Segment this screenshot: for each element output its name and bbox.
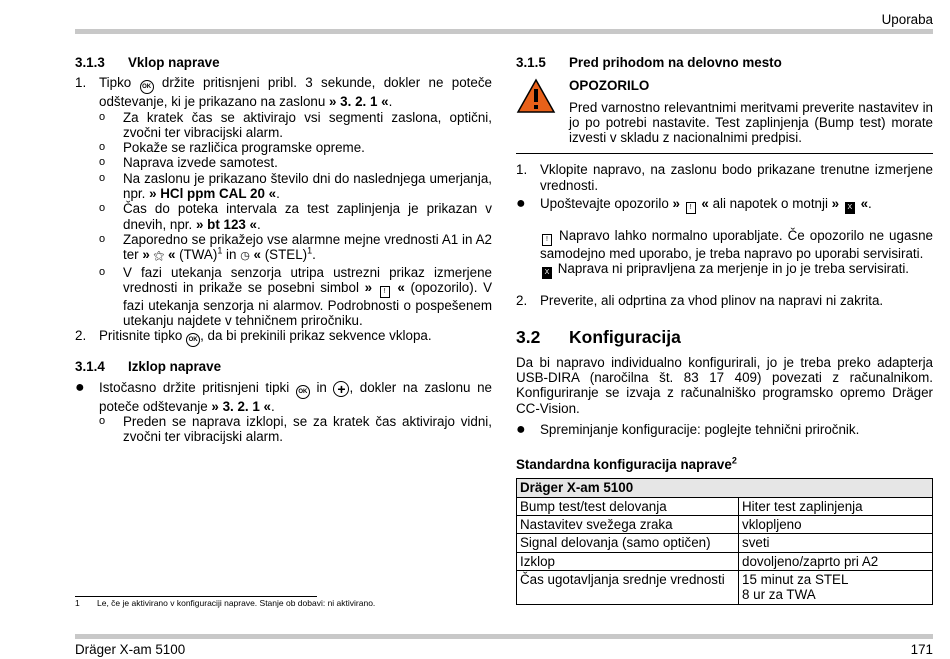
circle-bullet-icon: o <box>99 141 106 154</box>
circle-bullet-icon: o <box>99 202 106 215</box>
table-row: Signal delovanja (samo optičen) sveti <box>517 534 933 552</box>
stel-clock-icon: ◷ <box>240 250 250 263</box>
list-item-1: 1. Vklopite napravo, na zaslonu bodo prikazane trenutne izmerjene vrednosti. <box>516 162 933 193</box>
list-item: o Naprava izvede samotest. <box>99 155 278 171</box>
table-row: Bump test/test delovanja Hiter test zaplinjenja <box>517 497 933 515</box>
list-item: ● Istočasno držite pritisnjeni tipki OK in + , dokler na zaslonu ne poteče odštevanje » 3. 2. 1 «. <box>75 378 492 414</box>
table-title: Standardna konfiguracija naprave$^2$ <box>516 455 737 473</box>
warning-title: OPOZORILO <box>569 78 650 94</box>
configuration-paragraph: Da bi napravo individualno konfigurirali, jo je treba preko adapterja USB-DIRA (naročilna št. 83 17 409) povezati z računalnikom. Konfiguriranje se izvaja z računalniško programsko opremo Dräger CC-Vision. <box>516 354 933 416</box>
list-item: o Na zaslonu je prikazano število dni do naslednjega umerjanja, npr. » HCl ppm CAL 20 «. <box>99 170 492 202</box>
footer-product: Dräger X-am 5100 <box>75 642 186 657</box>
circle-bullet-icon: o <box>99 171 106 184</box>
header-rule <box>75 29 933 34</box>
footnote-rule <box>75 596 317 597</box>
fault-symbol-icon: X <box>845 202 855 214</box>
bullet-icon: ● <box>516 195 526 213</box>
warning-note: ! Napravo lahko normalno uporabljate. Če opozorilo ne ugasne samodejno med uporabo, je treba napravo po uporabi servisirati. <box>540 228 933 262</box>
circle-bullet-icon: o <box>99 110 106 123</box>
table-row: Čas ugotavljanja srednje vrednosti 15 minut za STEL 8 ur za TWA <box>517 570 933 604</box>
page-number: 171 <box>910 642 933 657</box>
warning-symbol-icon: ! <box>686 202 696 214</box>
circle-bullet-icon: o <box>99 265 106 278</box>
list-item: o Pokaže se različica programske opreme. <box>99 140 365 156</box>
ok-key-icon: OK <box>186 333 200 347</box>
footer-rule <box>75 634 933 639</box>
plus-key-icon: + <box>333 381 349 397</box>
left-column <box>75 55 492 445</box>
section-3-1-3-heading: 3.1.3 Vklop naprave <box>75 55 220 70</box>
twa-symbol-icon: ⚝ <box>153 250 165 263</box>
bullet-icon: ● <box>516 420 526 438</box>
warning-triangle-icon <box>516 78 569 145</box>
list-item-1: 1. Tipko OK držite pritisnjeni pribl. 3 sekunde, dokler ne poteče odštevanje, ki je prikazano na zaslonu » 3. 2. 1 «. <box>75 75 492 110</box>
sub-list <box>75 110 492 329</box>
table-row: Nastavitev svežega zraka vklopljeno <box>517 516 933 534</box>
list-item: o Preden se naprava izklopi, se za kratek čas aktivirajo vidni, zvočni ter vibracijski alarm. <box>99 414 492 445</box>
fault-symbol-icon: X <box>542 267 552 279</box>
list-item-2: 2. Preverite, ali odprtina za vhod plinov na napravi ni zakrita. <box>516 293 884 309</box>
ok-key-icon: OK <box>296 385 310 399</box>
warning-rule <box>516 153 933 154</box>
list-item: o Čas do poteka intervala za test zaplinjenja je prikazan v dnevih, npr. » bt 123 «. <box>99 201 492 232</box>
section-3-2-heading: 3.2 Konfiguracija <box>516 326 681 347</box>
list-item: o Za kratek čas se aktivirajo vsi segmenti zaslona, optični, zvočni ter vibracijski alarm. <box>99 109 492 140</box>
fault-note: X Naprava ni pripravljena za merjenje in jo je treba servisirati. <box>540 261 933 279</box>
list-item: ● Spreminjanje konfiguracije: poglejte tehnični priročnik. <box>516 420 860 438</box>
circle-bullet-icon: o <box>99 156 106 169</box>
default-config-table <box>516 478 933 604</box>
warning-symbol-icon: ! <box>542 234 552 246</box>
header-section-title: Uporaba <box>881 12 933 27</box>
circle-bullet-icon: o <box>99 415 106 428</box>
warning-box <box>516 78 933 145</box>
circle-bullet-icon: o <box>99 232 106 245</box>
section-3-1-5-heading: 3.1.5 Pred prihodom na delovno mesto <box>516 55 782 70</box>
list-item: ● Upoštevajte opozorilo » ! « ali napotek o motnji » X «. <box>516 195 872 213</box>
footnote: 1 Le, če je aktivirano v konfiguraciji naprave. Stanje ob dobavi: ni aktivirano. <box>75 598 376 608</box>
table-header-row: Dräger X-am 5100 <box>517 479 933 497</box>
table-row: Izklop dovoljeno/zaprto pri A2 <box>517 552 933 570</box>
right-column <box>516 55 933 605</box>
list-item-2: 2. Pritisnite tipko OK , da bi prekinili prikaz sekvence vklopa. <box>75 328 492 347</box>
warning-text: Pred varnostno relevantnimi meritvami preverite nastavitev in jo po potrebi nastavite. Test zaplinjenja (Bump test) morate izvesti v skladu z nacionalnimi predpisi. <box>569 99 933 146</box>
section-3-1-4-heading: 3.1.4 Izklop naprave <box>75 359 222 375</box>
list-item: o Zaporedno se prikažejo vse alarmne mejne vrednosti A1 in A2 ter » ⚝ « (TWA)$^1$ in ◷ « (STEL)$^1$. <box>99 232 492 265</box>
ok-key-icon: OK <box>140 80 154 94</box>
warning-symbol-icon: ! <box>380 286 390 298</box>
bullet-icon: ● <box>75 378 85 396</box>
list-item: o V fazi utekanja senzorja utripa ustrezni prikaz izmerjene vrednosti in prikaže se posebni simbol » ! « (opozorilo). V fazi utekanja senzorja ni alarmov. Podrobnosti o pospešenem utekanju najdete v tehničnem priročniku. <box>99 264 493 329</box>
